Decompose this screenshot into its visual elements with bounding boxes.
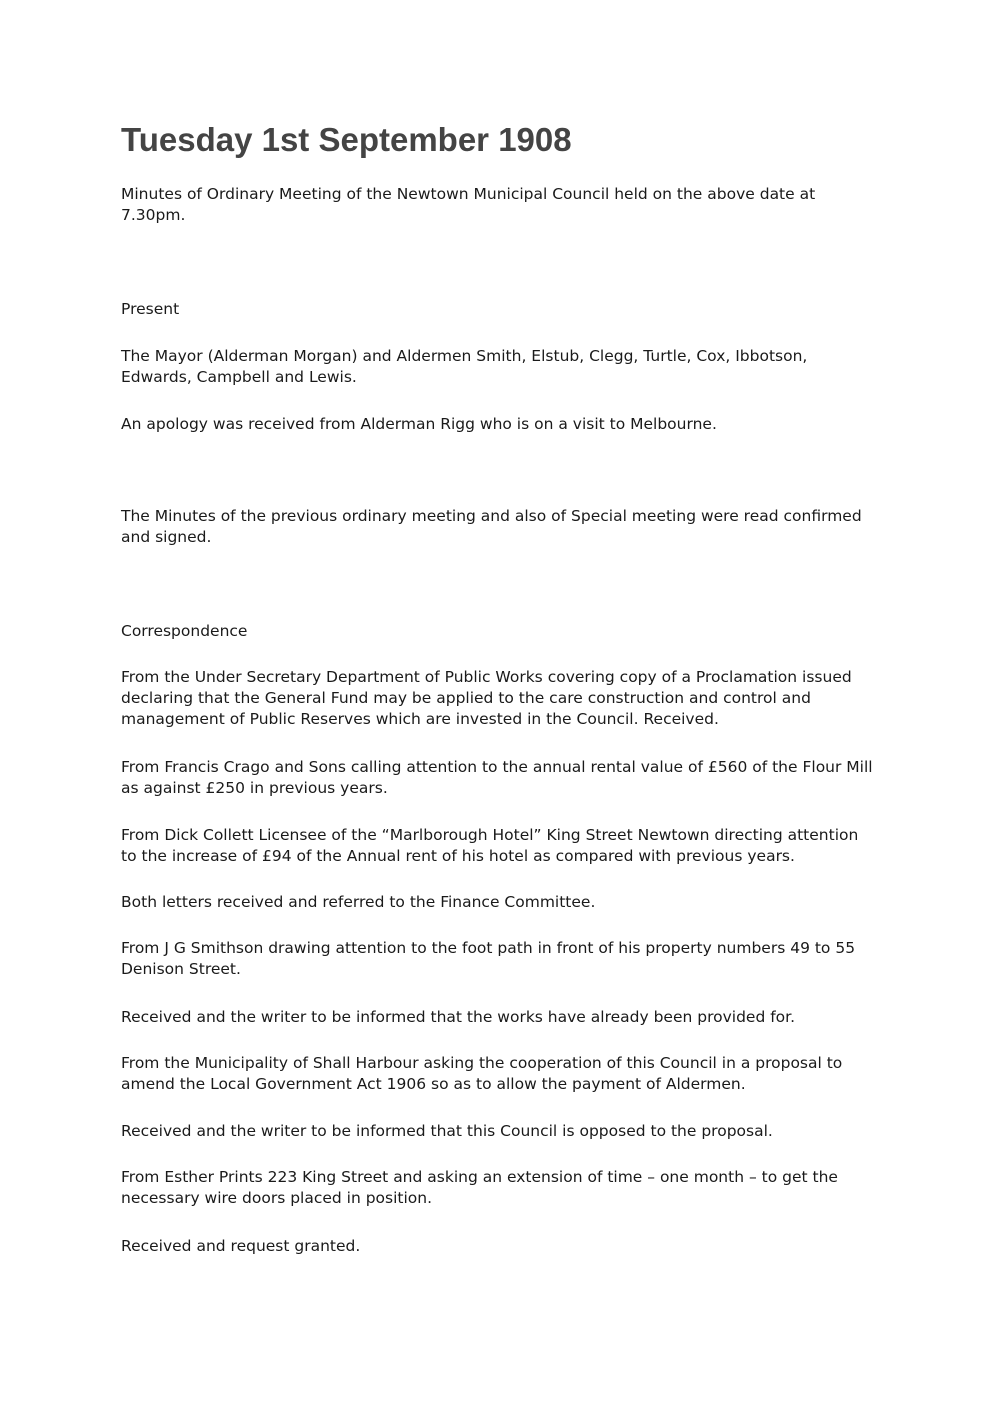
text-line: amend the Local Government Act 1906 so as to allow the payment of Aldermen.	[121, 1075, 746, 1093]
page-title: Tuesday 1st September 1908	[121, 121, 572, 158]
paragraph-apology	[121, 414, 881, 435]
paragraph-collett	[121, 825, 881, 867]
text-line: An apology was received from Alderman Rigg who is on a visit to Melbourne.	[121, 415, 717, 433]
paragraph-smithson	[121, 938, 881, 980]
text-line: From the Under Secretary Department of Public Works covering copy of a Proclamation issued	[121, 668, 852, 686]
paragraph-attendees	[121, 346, 881, 388]
paragraph-crago-sons	[121, 757, 881, 799]
paragraph-request-granted	[121, 1236, 881, 1257]
paragraph-meeting-intro	[121, 184, 881, 226]
text-line: management of Public Reserves which are invested in the Council. Received.	[121, 710, 719, 728]
paragraph-shall-harbour-response	[121, 1121, 881, 1142]
paragraph-minutes-confirmed	[121, 506, 881, 548]
text-line: Received and request granted.	[121, 1237, 361, 1255]
text-line: The Mayor (Alderman Morgan) and Aldermen Smith, Elstub, Clegg, Turtle, Cox, Ibbotson,	[121, 347, 808, 365]
text-line: Received and the writer to be informed that this Council is opposed to the proposal.	[121, 1122, 773, 1140]
paragraph-esther-prints	[121, 1167, 881, 1209]
text-line: From Francis Crago and Sons calling attention to the annual rental value of £560 of the Flour Mill	[121, 758, 873, 776]
text-line: Present	[121, 300, 180, 318]
text-line: Received and the writer to be informed that the works have already been provided for.	[121, 1008, 796, 1026]
text-line: and signed.	[121, 528, 212, 546]
text-line: Denison Street.	[121, 960, 241, 978]
section-heading-correspondence	[121, 621, 881, 642]
text-line: From J G Smithson drawing attention to the foot path in front of his property numbers 49 to 55	[121, 939, 856, 957]
text-line: From Esther Prints 223 King Street and asking an extension of time – one month – to get the	[121, 1168, 838, 1186]
text-line: Edwards, Campbell and Lewis.	[121, 368, 357, 386]
text-line: From the Municipality of Shall Harbour asking the cooperation of this Council in a proposal to	[121, 1054, 843, 1072]
section-heading-present	[121, 299, 881, 320]
paragraph-public-works	[121, 667, 881, 730]
paragraph-finance-referral	[121, 892, 881, 913]
paragraph-smithson-response	[121, 1007, 881, 1028]
text-line: From Dick Collett Licensee of the “Marlborough Hotel” King Street Newtown directing attention	[121, 826, 859, 844]
text-line: declaring that the General Fund may be applied to the care construction and control and	[121, 689, 811, 707]
text-line: to the increase of £94 of the Annual rent of his hotel as compared with previous years.	[121, 847, 795, 865]
text-line: Correspondence	[121, 622, 248, 640]
text-line: Minutes of Ordinary Meeting of the Newtown Municipal Council held on the above date at	[121, 185, 816, 203]
text-line: necessary wire doors placed in position.	[121, 1189, 433, 1207]
text-line: as against £250 in previous years.	[121, 779, 388, 797]
text-line: The Minutes of the previous ordinary meeting and also of Special meeting were read confirmed	[121, 507, 862, 525]
text-line: Both letters received and referred to the Finance Committee.	[121, 893, 596, 911]
paragraph-shall-harbour	[121, 1053, 881, 1095]
text-line: 7.30pm.	[121, 206, 186, 224]
